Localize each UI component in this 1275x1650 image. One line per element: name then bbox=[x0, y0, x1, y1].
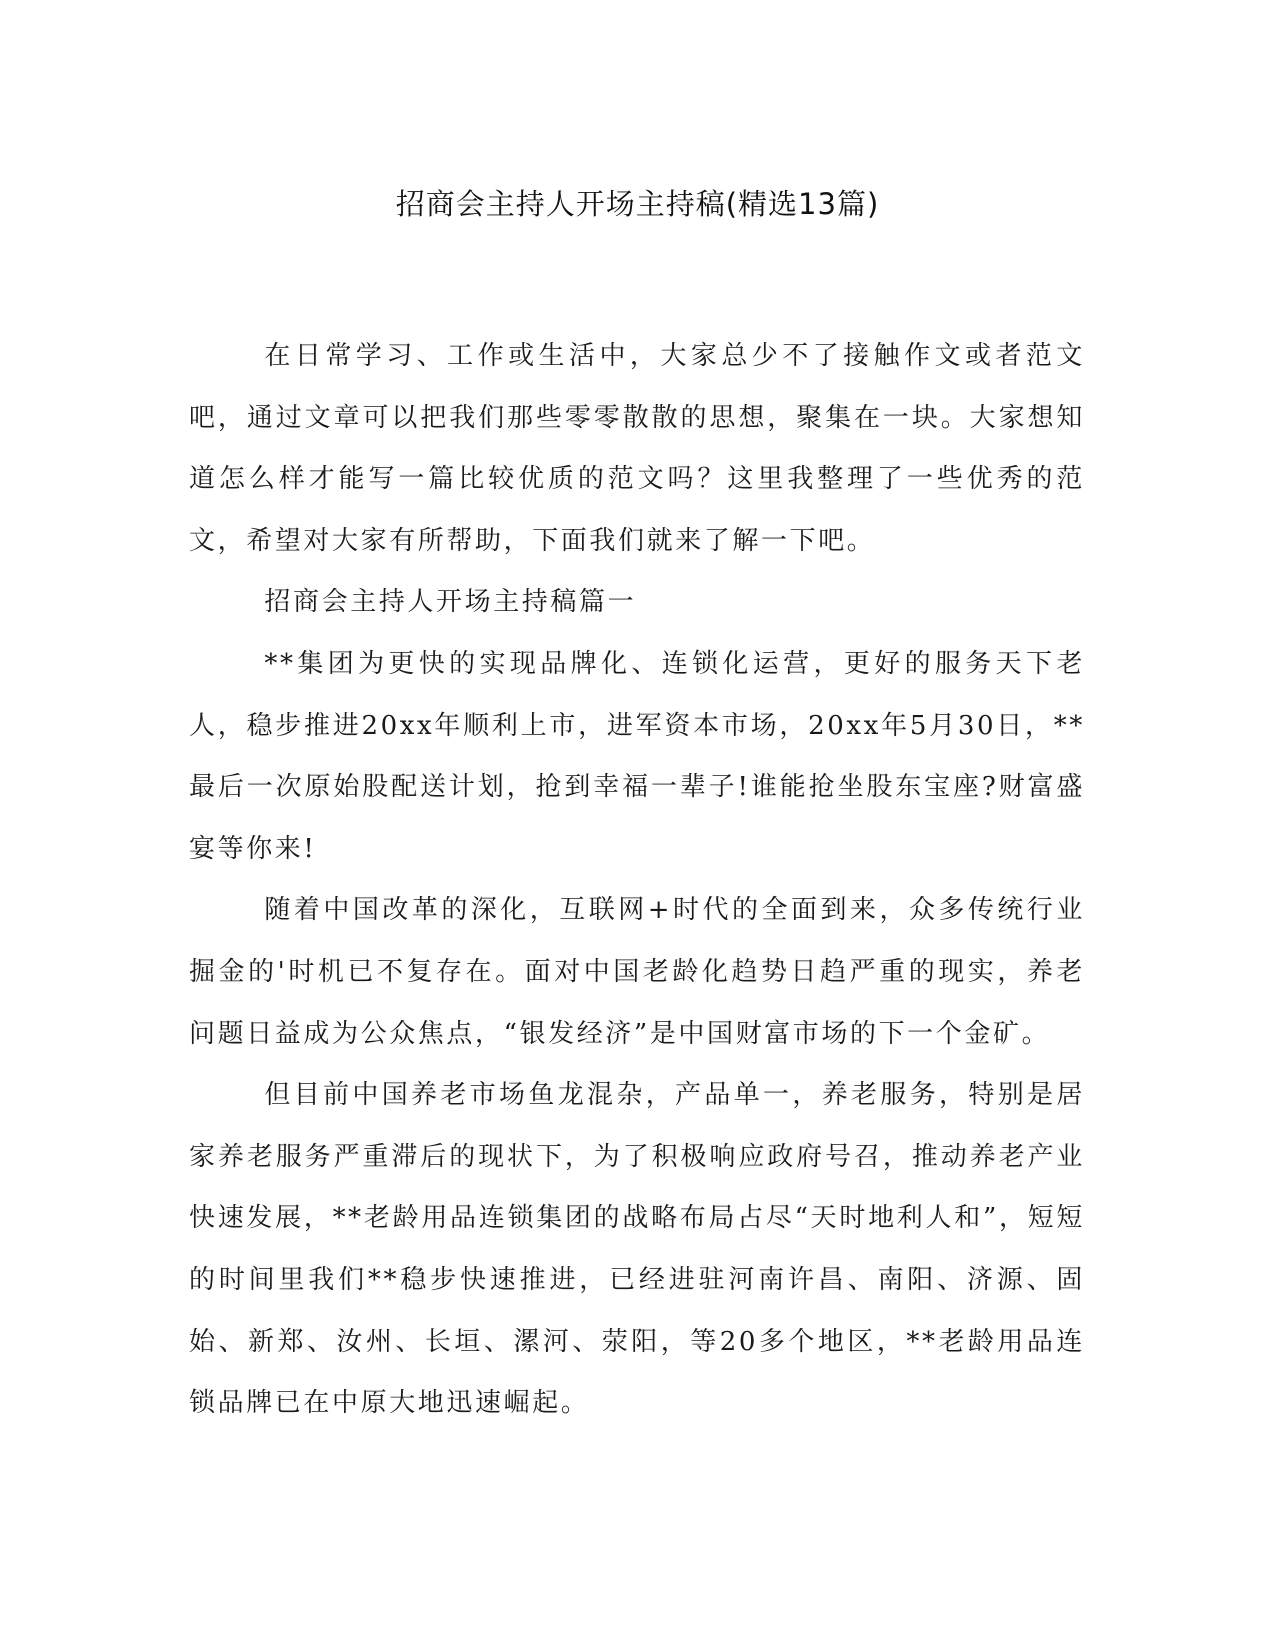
body-paragraph: 但目前中国养老市场鱼龙混杂，产品单一，养老服务，特别是居家养老服务严重滞后的现状下，为了积极响应政府号召，推动养老产业快速发展，**老龄用品连锁集团的战略布局占尽“天时地利人和”，短短的时间里我们**稳步快速推进，已经进驻河南许昌、南阳、济源、固始、新郑、汝州、长垣、漯河、荥阳，等20多个地区，**老龄用品连锁品牌已在中原大地迅速崛起。 bbox=[189, 1080, 1085, 1419]
document-title: 招商会主持人开场主持稿(精选13篇) bbox=[395, 187, 880, 221]
intro-paragraph: 在日常学习、工作或生活中，大家总少不了接触作文或者范文吧，通过文章可以把我们那些零零散散的思想，聚集在一块。大家想知道怎么样才能写一篇比较优质的范文吗？这里我整理了一些优秀的范文，希望对大家有所帮助，下面我们就来了解一下吧。 bbox=[189, 341, 1085, 556]
section-heading: 招商会主持人开场主持稿篇一 bbox=[264, 587, 637, 618]
body-paragraph: 随着中国改革的深化，互联网+时代的全面到来，众多传统行业掘金的'时机已不复存在。面对中国老龄化趋势日趋严重的现实，养老问题日益成为公众焦点，“银发经济”是中国财富市场的下一个金矿。 bbox=[189, 895, 1085, 1049]
body-paragraph: **集团为更快的实现品牌化、连锁化运营，更好的服务天下老人，稳步推进20xx年顺利上市，进军资本市场，20xx年5月30日，**最后一次原始股配送计划，抢到幸福一辈子!谁能抢坐股东宝座?财富盛宴等你来! bbox=[189, 648, 1085, 864]
document-body bbox=[189, 326, 1085, 1435]
